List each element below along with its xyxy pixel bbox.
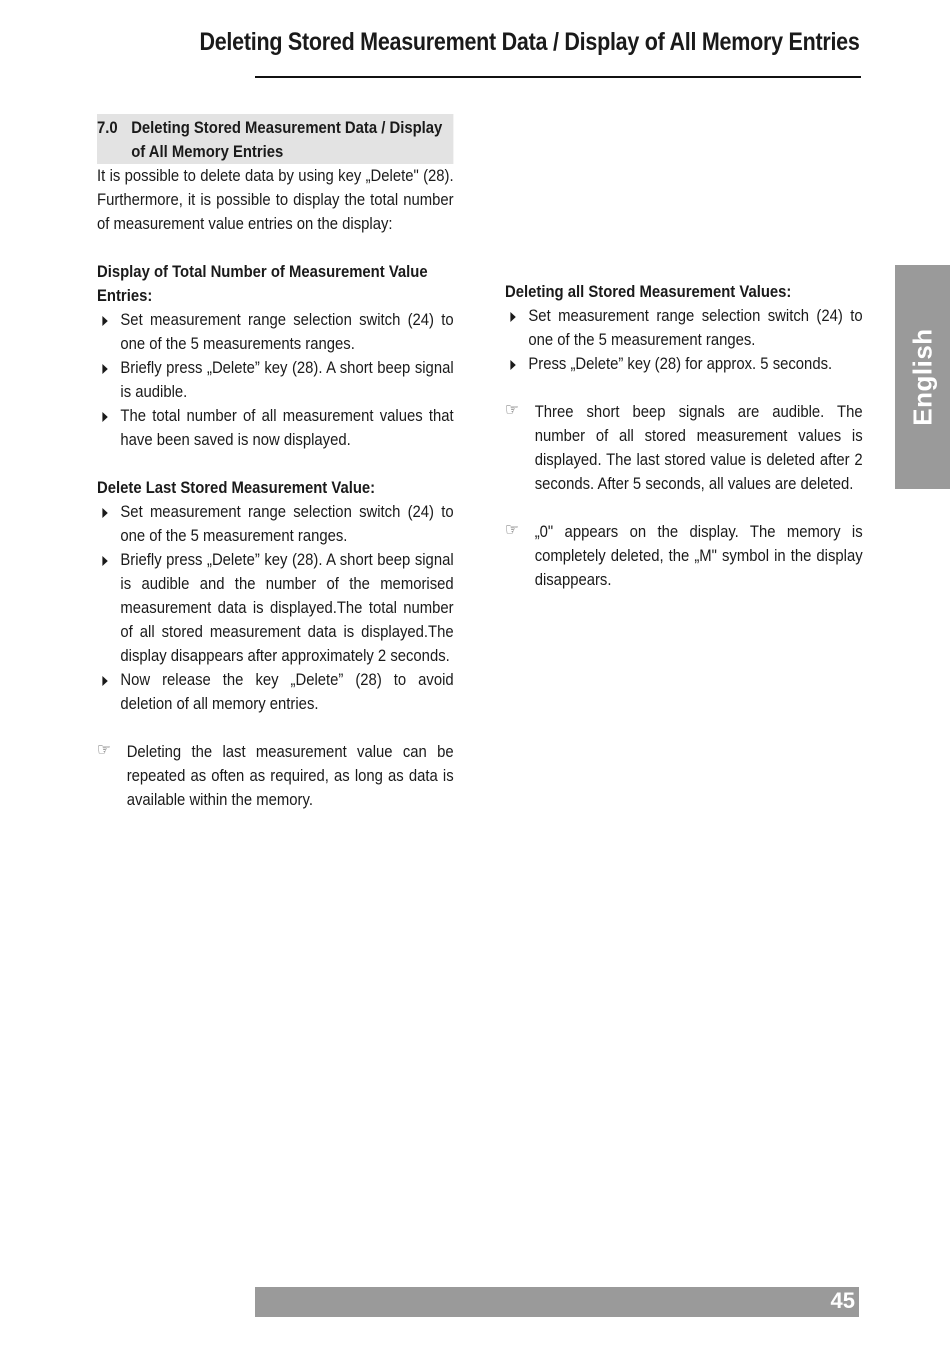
list-item: Press „Delete” key (28) for approx. 5 seconds. [505,352,863,376]
pointing-hand-icon: ☞ [97,740,111,760]
left-column-content [97,114,454,812]
page-number: 45 [830,1288,855,1313]
title-rule [255,76,861,78]
display-total-list [97,308,454,452]
delete-last-list [97,500,454,716]
note-beep-signals: ☞ Three short beep signals are audible. The number of all stored measurement values is displayed. The last stored value is deleted after 2 seconds. After 5 seconds, all values are deleted. [505,400,863,493]
triangle-right-icon [102,508,107,518]
pointing-hand-icon: ☞ [505,400,519,420]
triangle-right-icon [102,676,107,686]
intro-paragraph: It is possible to delete data by using key „Delete" (28). Furthermore, it is possible to display the total number of measurement value entries on the display: [97,167,454,233]
left-column [97,114,454,812]
delete-all-heading: Deleting all Stored Measurement Values: [505,283,792,301]
list-item: Briefly press „Delete” key (28). A short beep signal is audible and the number of the memorised measurement data is displayed.The total number of all stored measurement data is displayed.The display disappears after approximately 2 seconds. [97,548,454,668]
list-item: Briefly press „Delete” key (28). A short beep signal is audible. [97,356,454,404]
right-column [505,280,863,592]
triangle-right-icon [102,364,107,374]
pointing-hand-icon: ☞ [505,520,519,540]
note-memory-deleted: ☞ „0" appears on the display. The memory is completely deleted, the „M" symbol in the display disappears. [505,520,863,589]
section-heading [97,114,454,164]
language-tab [895,265,950,489]
triangle-right-icon [102,316,107,326]
delete-all-list [505,304,863,376]
triangle-right-icon [510,312,515,322]
triangle-right-icon [510,360,515,370]
list-item: The total number of all measurement values that have been saved is now displayed. [97,404,454,452]
list-item: Set measurement range selection switch (24) to one of the 5 measurement ranges. [505,304,863,352]
delete-last-heading: Delete Last Stored Measurement Value: [97,479,376,497]
footer-bar [255,1287,859,1317]
triangle-right-icon [102,412,107,422]
right-column-content [505,280,863,592]
triangle-right-icon [102,556,107,566]
list-item: Set measurement range selection switch (24) to one of the 5 measurements ranges. [97,308,454,356]
list-item: Now release the key „Delete” (28) to avoid deletion of all memory entries. [97,668,454,716]
section-number: 7.0 [97,119,118,137]
page-title: Deleting Stored Measurement Data / Display of All Memory Entries [199,28,860,56]
display-total-heading: Display of Total Number of Measurement Value Entries: [97,263,428,305]
language-tab-label: English [907,328,937,426]
note-repeat-delete: ☞ Deleting the last measurement value can be repeated as often as required, as long as data is available within the memory. [97,740,454,809]
list-item: Set measurement range selection switch (24) to one of the 5 measurement ranges. [97,500,454,548]
section-title: Deleting Stored Measurement Data / Display of All Memory Entries [131,119,443,161]
